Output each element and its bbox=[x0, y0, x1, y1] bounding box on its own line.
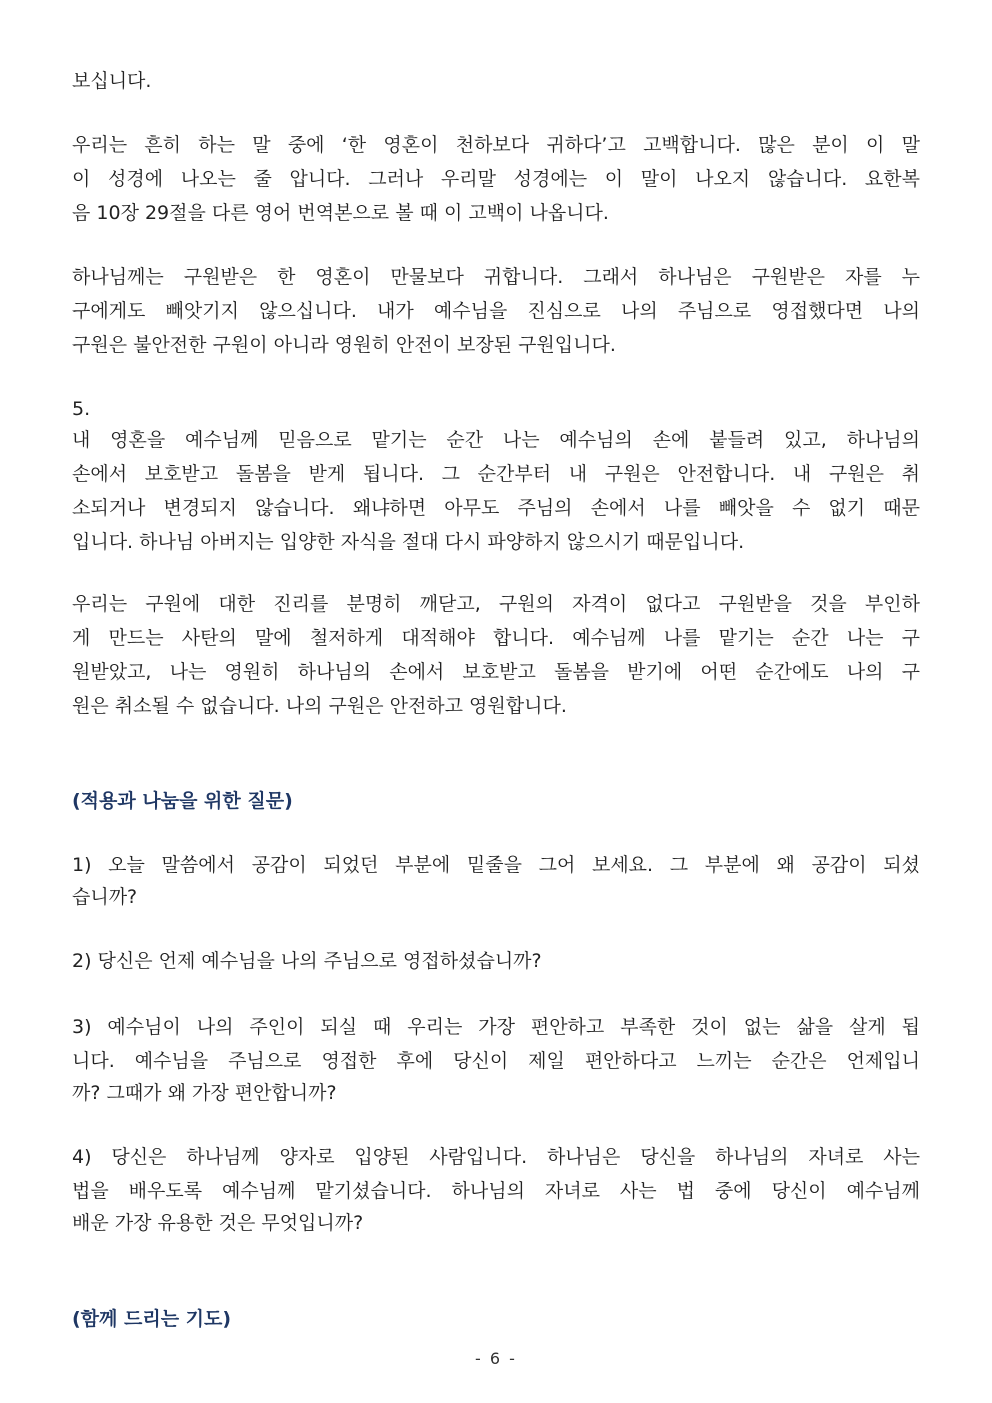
question-line: 법을 배우도록 예수님께 맡기셨습니다. 하나님의 자녀로 사는 법 중에 당신이 예수님께 bbox=[72, 1180, 920, 1202]
page-number: - 6 - bbox=[475, 1349, 517, 1368]
paragraph-line: 손에서 보호받고 돌봄을 받게 됩니다. 그 순간부터 내 구원은 안전합니다. 내 구원은 취 bbox=[72, 463, 920, 485]
paragraph-line: 하나님께는 구원받은 한 영혼이 만물보다 귀합니다. 그래서 하나님은 구원받은 자를 누 bbox=[72, 266, 920, 288]
paragraph-line: 구원은 불안전한 구원이 아니라 영원히 안전이 보장된 구원입니다. bbox=[72, 334, 616, 356]
paragraph-line: 소되거나 변경되지 않습니다. 왜냐하면 아무도 주님의 손에서 나를 빼앗을 수 없기 때문 bbox=[72, 497, 920, 519]
question-line: 까? 그때가 왜 가장 편안합니까? bbox=[72, 1082, 337, 1104]
question-line: 1) 오늘 말씀에서 공감이 되었던 부분에 밑줄을 그어 보세요. 그 부분에 왜 공감이 되셨 bbox=[72, 854, 920, 876]
question-line: 3) 예수님이 나의 주인이 되실 때 우리는 가장 편안하고 부족한 것이 없는 삶을 살게 됩 bbox=[72, 1016, 920, 1038]
paragraph-line: 내 영혼을 예수님께 믿음으로 맡기는 순간 나는 예수님의 손에 붙들려 있고, 하나님의 bbox=[72, 429, 920, 451]
question-line: 2) 당신은 언제 예수님을 나의 주님으로 영접하셨습니까? bbox=[72, 950, 542, 972]
question-line: 4) 당신은 하나님께 양자로 입양된 사람입니다. 하나님은 당신을 하나님의 자녀로 사는 bbox=[72, 1146, 920, 1168]
paragraph-line: 이 성경에 나오는 줄 압니다. 그러나 우리말 성경에는 이 말이 나오지 않습니다. 요한복 bbox=[72, 168, 920, 190]
paragraph-line: 게 만드는 사탄의 말에 철저하게 대적해야 합니다. 예수님께 나를 맡기는 순간 나는 구 bbox=[72, 627, 920, 649]
paragraph-line: 우리는 흔히 하는 말 중에 ‘한 영혼이 천하보다 귀하다’고 고백합니다. 많은 분이 이 말 bbox=[72, 134, 920, 156]
prayer-heading: (함께 드리는 기도) bbox=[72, 1308, 232, 1330]
question-line: 니다. 예수님을 주님으로 영접한 후에 당신이 제일 편안하다고 느끼는 순간은 언제입니 bbox=[72, 1050, 920, 1072]
paragraph-line: 원받았고, 나는 영원히 하나님의 손에서 보호받고 돌봄을 받기에 어떤 순간에도 나의 구 bbox=[72, 661, 920, 683]
question-line: 습니까? bbox=[72, 886, 138, 908]
paragraph-line: 원은 취소될 수 없습니다. 나의 구원은 안전하고 영원합니다. bbox=[72, 695, 567, 717]
section-number: 5. bbox=[72, 398, 91, 420]
questions-heading: (적용과 나눔을 위한 질문) bbox=[72, 790, 293, 812]
paragraph-line: 구에게도 빼앗기지 않으십니다. 내가 예수님을 진심으로 나의 주님으로 영접했다면 나의 bbox=[72, 300, 920, 322]
paragraph-line: 음 10장 29절을 다른 영어 번역본으로 볼 때 이 고백이 나옵니다. bbox=[72, 202, 609, 224]
paragraph-line: 우리는 구원에 대한 진리를 분명히 깨닫고, 구원의 자격이 없다고 구원받을 것을 부인하 bbox=[72, 593, 920, 615]
paragraph-line: 입니다. 하나님 아버지는 입양한 자식을 절대 다시 파양하지 않으시기 때문입니다. bbox=[72, 531, 745, 553]
paragraph-line: 보십니다. bbox=[72, 70, 152, 92]
question-line: 배운 가장 유용한 것은 무엇입니까? bbox=[72, 1212, 364, 1234]
